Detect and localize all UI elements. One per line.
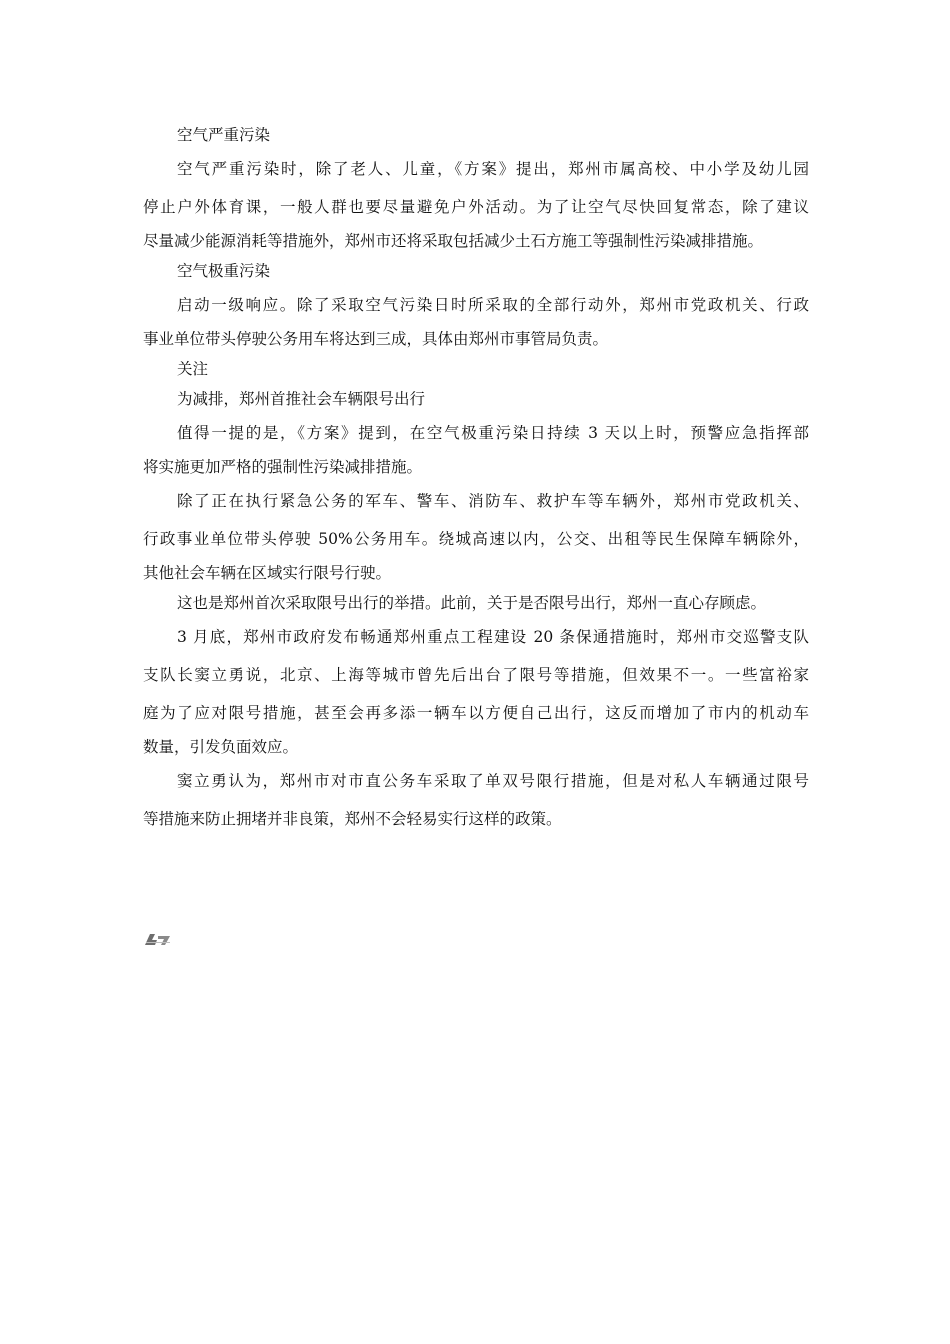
text-line: 这也是郑州首次采取限号出行的举措。此前，关于是否限号出行，郑州一直心存顾虑。: [177, 594, 767, 612]
text-line: 停止户外体育课，一般人群也要尽量避免户外活动。为了让空气尽快回复常态，除了建议: [143, 198, 809, 216]
text-line: 其他社会车辆在区域实行限号行驶。: [143, 564, 392, 582]
text-line: 等措施来防止拥堵并非良策，郑州不会轻易实行这样的政策。: [143, 810, 562, 828]
text-line: 窦立勇认为，郑州市对市直公务车采取了单双号限行措施，但是对私人车辆通过限号: [177, 772, 809, 790]
paragraph: [143, 150, 809, 256]
paragraph: [143, 618, 809, 762]
text-line: 值得一提的是，《方案》提到，在空气极重污染日持续 3 天以上时，预警应急指挥部: [177, 424, 809, 442]
text-line: 事业单位带头停驶公务用车将达到三成，具体由郑州市事管局负责。: [143, 330, 609, 348]
text-line: 3 月底，郑州市政府发布畅通郑州重点工程建设 20 条保通措施时，郑州市交巡警支队: [177, 628, 809, 646]
text-line: 将实施更加严格的强制性污染减排措施。: [143, 458, 423, 476]
paragraph: [143, 762, 809, 838]
text-line: 行政事业单位带头停驶 50%公务用车。绕城高速以内，公交、出租等民生保障车辆除外，: [143, 530, 809, 548]
section-heading: 关注: [177, 360, 209, 378]
section-heading: 空气极重污染: [177, 262, 271, 280]
text-line: 支队长窦立勇说，北京、上海等城市曾先后出台了限号等措施，但效果不一。一些富裕家: [143, 666, 809, 684]
paragraph: [143, 482, 809, 588]
text-line: 尽量减少能源消耗等措施外，郑州市还将采取包括减少土石方施工等强制性污染减排措施。: [143, 232, 764, 250]
paragraph: [143, 588, 809, 618]
paragraph: [143, 414, 809, 482]
section-heading: 空气严重污染: [177, 126, 271, 144]
document-logo-icon: [143, 932, 173, 947]
text-line: 庭为了应对限号措施，甚至会再多添一辆车以方便自己出行，这反而增加了市内的机动车: [143, 704, 809, 722]
text-line: 数量，引发负面效应。: [143, 738, 299, 756]
text-line: 启动一级响应。除了采取空气污染日时所采取的全部行动外，郑州市党政机关、行政: [177, 296, 809, 314]
text-line: 除了正在执行紧急公务的军车、警车、消防车、救护车等车辆外，郑州市党政机关、: [177, 492, 809, 510]
text-line: 空气严重污染时，除了老人、儿童，《方案》提出，郑州市属高校、中小学及幼儿园: [177, 160, 809, 178]
paragraph: [143, 286, 809, 354]
article-body: [143, 120, 809, 838]
subheading: 为减排，郑州首推社会车辆限号出行: [177, 390, 426, 408]
